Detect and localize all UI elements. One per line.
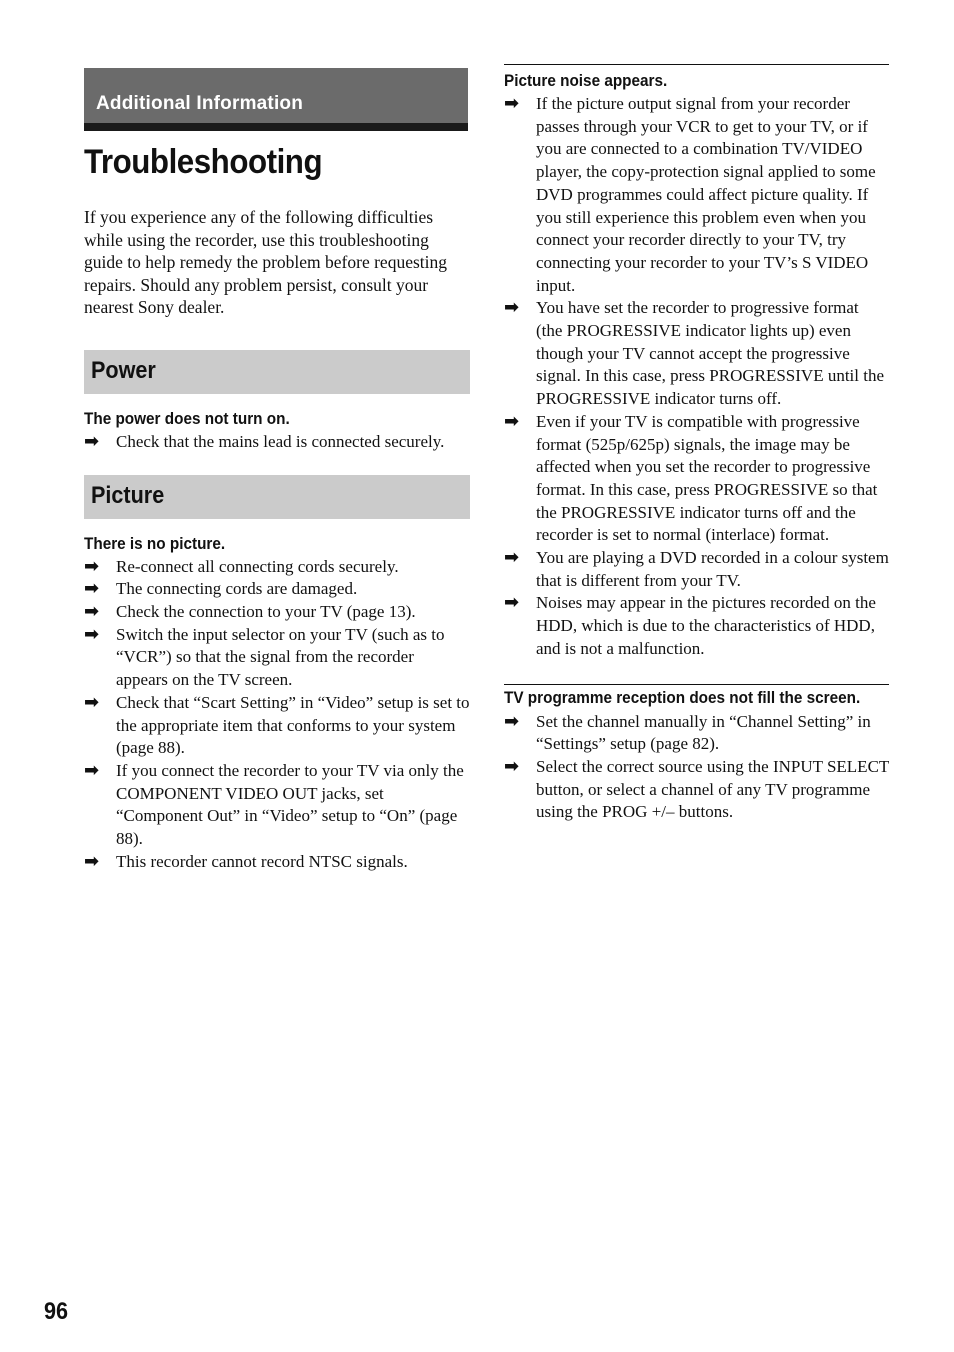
reception-answers bbox=[504, 711, 889, 825]
answer-text: If you connect the recorder to your TV via only the COMPONENT VIDEO OUT jacks, set “Component Out” in “Video” setup to “On” (page 88). bbox=[116, 761, 464, 849]
page-number: 96 bbox=[44, 1298, 69, 1325]
answer-item bbox=[84, 578, 470, 601]
arrow-right-icon: ➡ bbox=[504, 297, 520, 319]
arrow-right-icon: ➡ bbox=[504, 547, 520, 569]
answer-item bbox=[504, 547, 889, 592]
arrow-right-icon: ➡ bbox=[504, 410, 520, 432]
noise-answers bbox=[504, 93, 889, 661]
answer-text: If the picture output signal from your recorder passes through your VCR to get to your TV, or if you are connected to a combination TV/VIDEO player, the copy-protection signal applied to some DVD programmes could affect picture quality. If you still experience this problem even when you connect your recorder directly to your TV, try connecting your recorder to your TV’s S VIDEO input. bbox=[536, 94, 876, 295]
divider-rule bbox=[504, 64, 889, 65]
answer-text: Re-connect all connecting cords securely. bbox=[116, 556, 399, 576]
answer-text: Switch the input selector on your TV (such as to “VCR”) so that the signal from the recorder appears on the TV screen. bbox=[116, 624, 445, 690]
power-header-label: Power bbox=[91, 356, 156, 384]
arrow-right-icon: ➡ bbox=[84, 578, 100, 600]
arrow-right-icon: ➡ bbox=[504, 755, 520, 777]
section-label: Additional Information bbox=[96, 93, 304, 114]
picture-header-label: Picture bbox=[91, 481, 165, 509]
answer-item bbox=[84, 556, 470, 579]
arrow-right-icon: ➡ bbox=[84, 691, 100, 713]
answer-text: This recorder cannot record NTSC signals. bbox=[116, 851, 408, 871]
answer-text: Check that the mains lead is connected securely. bbox=[116, 431, 445, 451]
answer-text: Noises may appear in the pictures recorded on the HDD, which is due to the characteristics of HDD, and is not a malfunction. bbox=[536, 593, 876, 658]
answer-item bbox=[84, 601, 470, 624]
arrow-right-icon: ➡ bbox=[84, 760, 100, 781]
answer-item bbox=[504, 711, 889, 756]
arrow-right-icon: ➡ bbox=[84, 623, 100, 645]
arrow-right-icon: ➡ bbox=[84, 430, 100, 452]
reception-question: TV programme reception does not fill the screen. bbox=[504, 687, 861, 707]
arrow-right-icon: ➡ bbox=[504, 592, 520, 614]
answer-text: Check the connection to your TV (page 13). bbox=[116, 602, 416, 622]
section-banner bbox=[84, 68, 468, 131]
noise-question: Picture noise appears. bbox=[504, 71, 668, 90]
answer-item bbox=[504, 93, 889, 297]
intro-paragraph: If you experience any of the following difficulties while using the recorder, use this troubleshooting guide to help remedy the problem before requesting repairs. Should any problem persist, consult your nearest Sony dealer. bbox=[84, 207, 448, 318]
answer-text: Select the correct source using the INPUT SELECT button, or select a channel of any TV programme using the PROG +/– buttons. bbox=[536, 756, 889, 822]
answer-item bbox=[504, 411, 889, 547]
arrow-right-icon: ➡ bbox=[504, 93, 520, 114]
left-column bbox=[84, 68, 470, 874]
power-question: The power does not turn on. bbox=[84, 408, 290, 428]
power-header bbox=[84, 350, 470, 394]
answer-item bbox=[504, 756, 889, 824]
answer-text: Check that “Scart Setting” in “Video” setup is set to the appropriate item that conforms to your system (page 88). bbox=[116, 692, 470, 758]
arrow-right-icon: ➡ bbox=[84, 555, 100, 577]
answer-item bbox=[504, 297, 889, 411]
picture-question: There is no picture. bbox=[84, 533, 226, 553]
arrow-right-icon: ➡ bbox=[84, 850, 100, 872]
picture-answers bbox=[84, 556, 470, 874]
answer-text: Even if your TV is compatible with progressive format (525p/625p) signals, the image may be affected when you set the recorder to progressive format. In this case, press PROGRESSIVE so that the PROGRESSIVE indicator turns off and the recorder is set to normal (interlace) format. bbox=[536, 411, 878, 545]
answer-text: You are playing a DVD recorded in a colour system that is different from your TV. bbox=[536, 548, 889, 590]
answer-text: Set the channel manually in “Channel Setting” in “Settings” setup (page 82). bbox=[536, 711, 871, 754]
answer-item bbox=[84, 692, 470, 760]
arrow-right-icon: ➡ bbox=[84, 601, 100, 623]
answer-text: The connecting cords are damaged. bbox=[116, 579, 358, 599]
right-column bbox=[504, 64, 889, 824]
answer-item bbox=[84, 431, 470, 454]
answer-item bbox=[84, 851, 470, 874]
power-answers bbox=[84, 431, 470, 454]
page-title: Troubleshooting bbox=[84, 143, 323, 181]
picture-header bbox=[84, 475, 470, 519]
answer-item bbox=[84, 624, 470, 692]
answer-item bbox=[84, 760, 470, 851]
arrow-right-icon: ➡ bbox=[504, 710, 520, 732]
answer-text: You have set the recorder to progressive format (the PROGRESSIVE indicator lights up) even though your TV cannot accept the progressive signal. In this case, press PROGRESSIVE until the PROGRESSIVE indicator turns off. bbox=[536, 298, 885, 409]
answer-item bbox=[504, 592, 889, 660]
